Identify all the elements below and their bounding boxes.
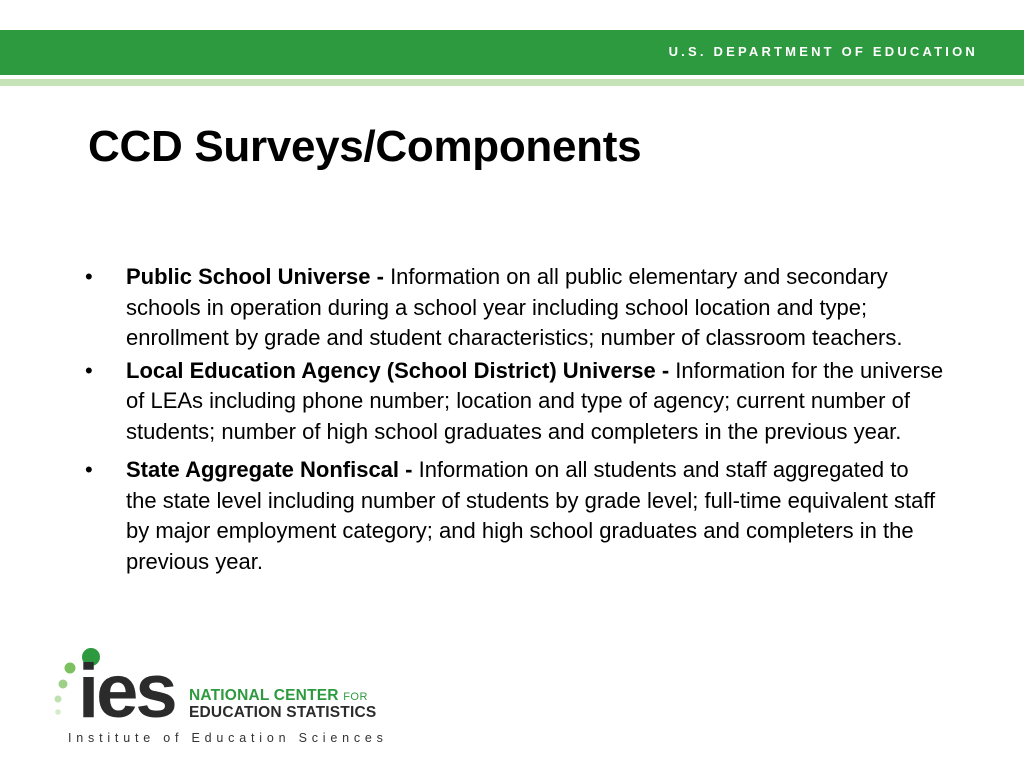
nces-name-line1: NATIONAL CENTER FOR: [189, 687, 368, 704]
header-bar: [0, 30, 1024, 75]
bullet-term: State Aggregate Nonfiscal -: [126, 457, 413, 482]
bullet-list: [85, 262, 945, 577]
header-accent-stripe: [0, 79, 1024, 86]
bullet-item-state-aggregate-nonfiscal: [85, 455, 945, 577]
slide-title: CCD Surveys/Components: [88, 122, 642, 171]
bullet-item-local-education-agency: [85, 356, 945, 448]
bullet-text: Information on all students and staff aggregated to the state level including number of students by grade level; full-time equivalent staff by major employment category; and high school graduates and completers in the previous year.: [126, 457, 936, 574]
bullet-dot: •: [85, 357, 93, 383]
bullet-item-public-school-universe: [85, 262, 945, 354]
agency-name: U.S. DEPARTMENT OF EDUCATION: [668, 44, 978, 59]
bullet-term: Local Education Agency (School District) Universe -: [126, 357, 670, 383]
ies-tagline: Institute of Education Sciences: [68, 731, 388, 745]
bullet-text: Information for the universe of LEAs including phone number; location and type of agency; current number of students; number of high school graduates and completers in the previous year.: [126, 357, 944, 444]
bullet-dot: •: [85, 264, 93, 289]
ies-wordmark: ies: [78, 649, 175, 734]
bullet-dot: •: [85, 457, 93, 482]
bullet-term: Public School Universe -: [126, 264, 384, 289]
bullet-text: Information on all public elementary and secondary schools in operation during a school year including school location and type; enrollment by grade and student characteristics; number of classroom teachers.: [126, 264, 903, 350]
ies-nces-logo: [48, 646, 393, 751]
nces-name-line2: EDUCATION STATISTICS: [189, 704, 377, 721]
